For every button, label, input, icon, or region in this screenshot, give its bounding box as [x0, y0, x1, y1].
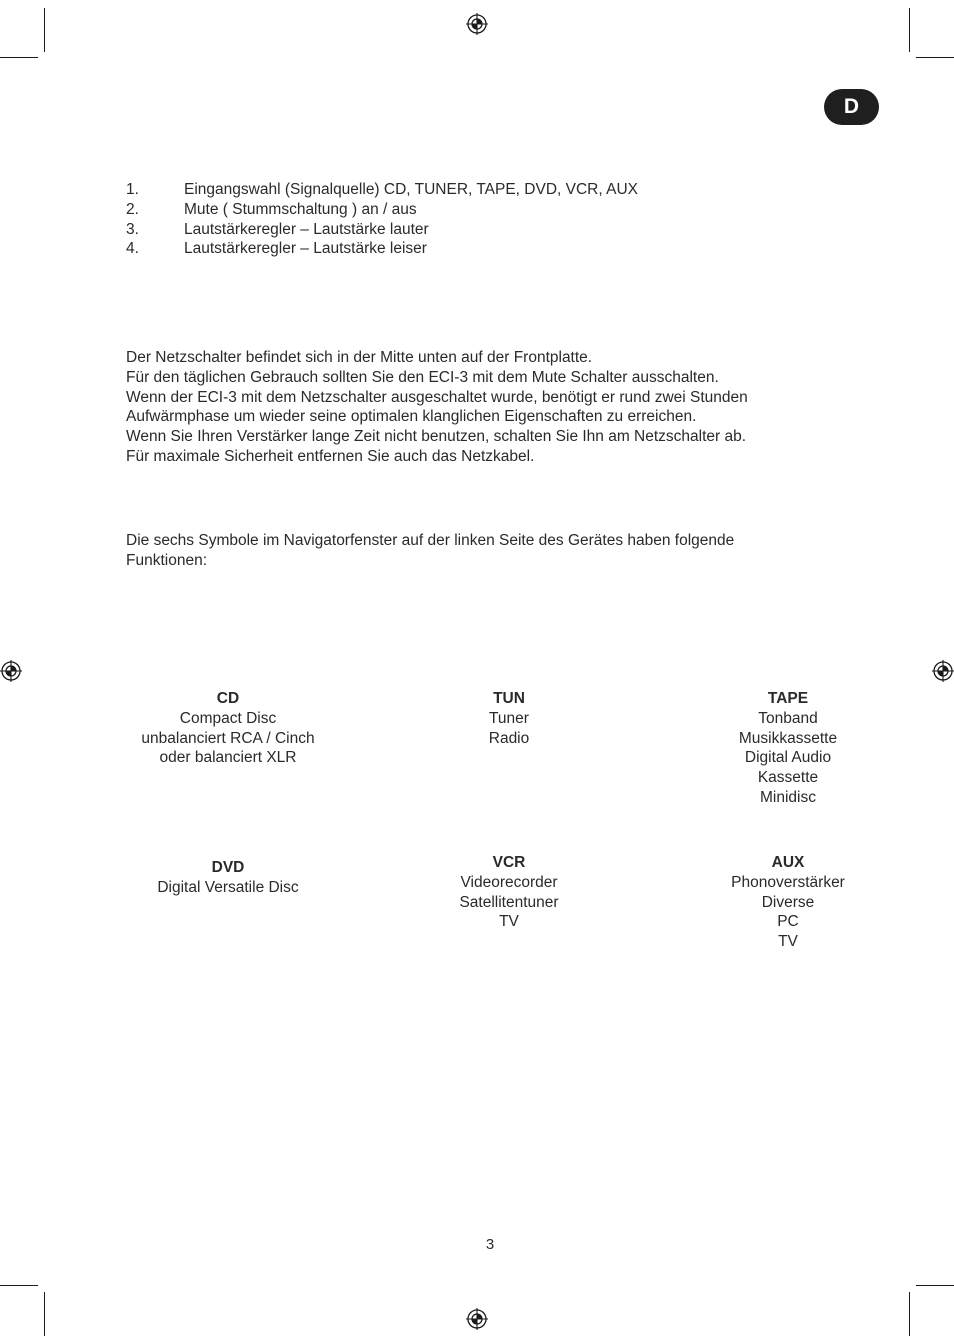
power-paragraph	[126, 348, 816, 467]
list-number: 3.	[126, 220, 139, 238]
symbol-line: Compact Disc	[179, 709, 277, 727]
list-item	[126, 200, 638, 220]
symbol-line: Satellitentuner	[459, 893, 559, 911]
crop-mark	[909, 8, 910, 52]
symbol-line: Digital Audio	[744, 749, 832, 767]
symbol-title: TUN	[493, 690, 525, 707]
page-number: 3	[485, 1236, 495, 1253]
controls-list	[126, 180, 638, 259]
symbol-line: Tonband	[758, 709, 818, 727]
symbol-line: Digital Versatile Disc	[157, 878, 299, 896]
symbol-tun	[389, 689, 629, 748]
symbol-aux	[668, 853, 908, 952]
symbol-line: Radio	[488, 729, 530, 747]
paragraph-line: Wenn der ECI-3 mit dem Netzschalter ausgeschaltet wurde, benötigt er rund zwei Stunden	[126, 388, 748, 406]
registration-mark-icon	[932, 660, 954, 682]
paragraph-line: Der Netzschalter befindet sich in der Mitte unten auf der Frontplatte.	[126, 349, 593, 366]
list-text: Lautstärkeregler – Lautstärke lauter	[184, 220, 429, 238]
list-item	[126, 180, 638, 200]
symbol-title: VCR	[492, 854, 526, 871]
symbol-line: Minidisc	[760, 788, 816, 806]
symbol-dvd	[108, 858, 348, 898]
list-item	[126, 239, 638, 259]
list-number: 1.	[126, 181, 139, 198]
paragraph-line: Funktionen:	[126, 551, 207, 569]
crop-mark	[44, 1292, 45, 1336]
registration-mark-icon	[466, 1308, 488, 1330]
symbol-cd	[108, 689, 348, 768]
language-badge: D	[824, 89, 879, 125]
paragraph-line: Aufwärmphase um wieder seine optimalen klanglichen Eigenschaften zu erreichen.	[126, 408, 697, 426]
crop-mark	[909, 1292, 910, 1336]
crop-mark	[0, 1285, 38, 1286]
symbol-line: oder balanciert XLR	[159, 749, 297, 767]
symbol-line: Diverse	[761, 893, 815, 911]
symbol-title: TAPE	[767, 690, 809, 707]
paragraph-line: Wenn Sie Ihren Verstärker lange Zeit nicht benutzen, schalten Sie Ihn am Netzschalter ab.	[126, 428, 747, 446]
registration-mark-icon	[466, 13, 488, 35]
list-number: 2.	[126, 200, 139, 218]
list-item	[126, 220, 638, 240]
list-number: 4.	[126, 240, 139, 258]
paragraph-line: Für maximale Sicherheit entfernen Sie auch das Netzkabel.	[126, 447, 535, 465]
symbol-title: DVD	[211, 859, 245, 876]
crop-mark	[916, 1285, 954, 1286]
paragraph-line: Die sechs Symbole im Navigatorfenster auf der linken Seite des Gerätes haben folgende	[126, 532, 735, 549]
registration-mark-icon	[0, 660, 22, 682]
symbol-vcr	[389, 853, 629, 932]
symbol-title: AUX	[771, 854, 805, 871]
crop-mark	[916, 57, 954, 58]
symbols-intro	[126, 531, 816, 571]
symbol-line: Videorecorder	[460, 873, 558, 891]
list-text: Eingangswahl (Signalquelle) CD, TUNER, TAPE, DVD, VCR, AUX	[184, 181, 638, 198]
symbol-line: Musikkassette	[738, 729, 838, 747]
crop-mark	[44, 8, 45, 52]
symbol-line: TV	[778, 933, 798, 951]
symbol-line: Kassette	[757, 769, 819, 787]
symbol-line: unbalanciert RCA / Cinch	[141, 729, 315, 747]
symbol-line: Tuner	[489, 709, 529, 727]
list-text: Mute ( Stummschaltung ) an / aus	[184, 200, 417, 218]
symbol-tape	[668, 689, 908, 808]
symbol-line: Phonoverstärker	[731, 873, 845, 891]
symbol-line: TV	[499, 913, 519, 931]
symbol-title: CD	[216, 690, 240, 707]
symbol-line: PC	[777, 913, 799, 931]
list-text: Lautstärkeregler – Lautstärke leiser	[184, 240, 427, 258]
crop-mark	[0, 57, 38, 58]
paragraph-line: Für den täglichen Gebrauch sollten Sie den ECI-3 mit dem Mute Schalter ausschalten.	[126, 368, 719, 386]
